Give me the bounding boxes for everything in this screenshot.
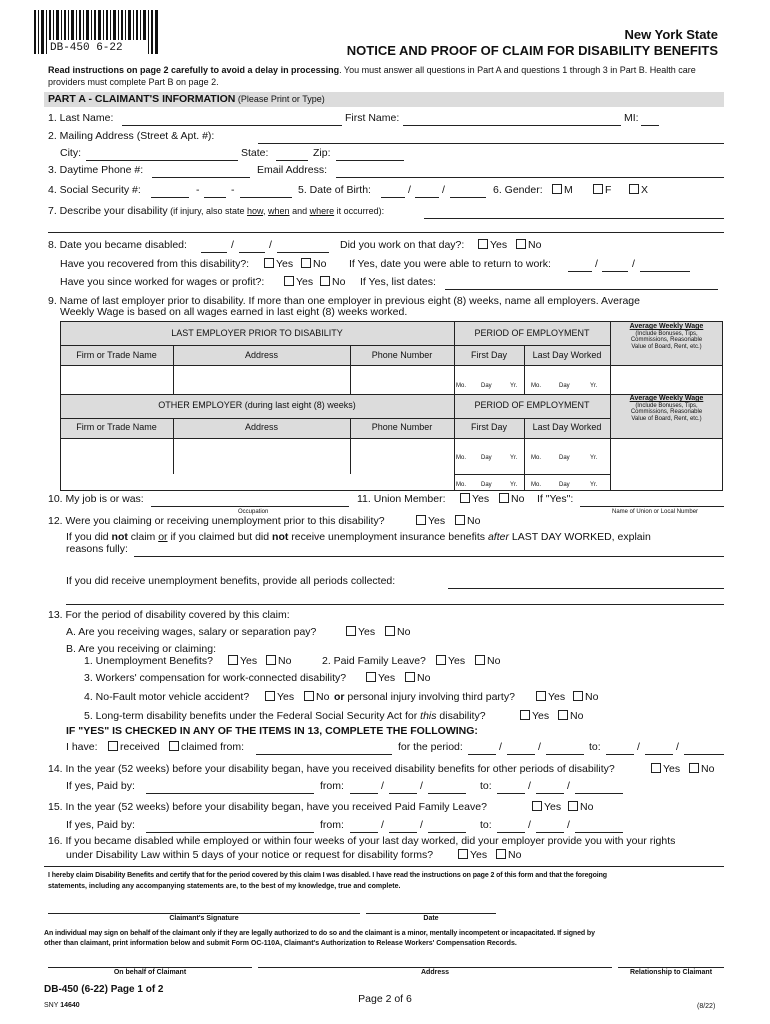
checkbox[interactable]: [169, 741, 179, 751]
day-label: Day: [559, 383, 570, 389]
phone-header: Phone Number: [371, 350, 433, 360]
last-name-label: 1. Last Name:: [48, 112, 114, 124]
q16-line2: under Disability Law within 5 days of your notice or request for disability forms?: [66, 849, 434, 861]
recovered-label: Have you recovered from this disability?:: [60, 258, 250, 270]
q13b2-label: 2. Paid Family Leave?: [322, 655, 426, 667]
q13b4-third-party-label: or personal injury involving third party?: [334, 691, 515, 703]
gender-f[interactable]: F: [593, 184, 611, 197]
mo-label: Mo.: [456, 482, 467, 488]
yr-label: Yr.: [590, 455, 598, 461]
relationship-caption: Relationship to Claimant: [629, 969, 713, 976]
zip-label: Zip:: [313, 147, 331, 159]
period-to-year[interactable]: [684, 754, 724, 755]
period-from-day[interactable]: [507, 754, 535, 755]
q15-yes[interactable]: Yes: [532, 801, 561, 814]
slash: /: [676, 741, 679, 753]
first-name-field[interactable]: [403, 125, 621, 126]
checkbox[interactable]: [284, 276, 294, 286]
checkbox[interactable]: [532, 801, 542, 811]
yr-label: Yr.: [510, 383, 518, 389]
checkbox[interactable]: [304, 691, 314, 701]
yr-label: Yr.: [590, 383, 598, 389]
checkbox[interactable]: [593, 184, 603, 194]
q13b-label: B. Are you receiving or claiming:: [66, 643, 216, 655]
address-header: Address: [244, 350, 279, 360]
q13-label: 13. For the period of disability covered by this claim:: [48, 609, 290, 621]
q13b3-yes[interactable]: Yes: [366, 672, 395, 685]
checkbox[interactable]: [516, 239, 526, 249]
firm-header: Firm or Trade Name: [76, 422, 157, 432]
slash: /: [231, 239, 234, 251]
checkbox[interactable]: [436, 655, 446, 665]
checkbox[interactable]: [264, 258, 274, 268]
q13b4b-no[interactable]: No: [573, 691, 598, 704]
checkbox[interactable]: [301, 258, 311, 268]
period-to-label: to:: [589, 741, 601, 753]
q14-to-label: to:: [480, 780, 492, 792]
dob-month[interactable]: [381, 197, 405, 198]
state-title: New York State: [624, 27, 718, 42]
unemployment-no[interactable]: No: [455, 515, 480, 528]
union-name-field[interactable]: [580, 506, 724, 507]
q13b5-label: 5. Long-term disability benefits under the Federal Social Security Act for this disability?: [84, 710, 486, 722]
date-disabled-label: 8. Date you became disabled:: [48, 239, 187, 251]
intro-line2: providers must complete Part B on page 2.: [48, 77, 219, 87]
behalf-name-field[interactable]: [48, 967, 252, 968]
checkbox[interactable]: [458, 849, 468, 859]
checkbox[interactable]: [346, 626, 356, 636]
checkbox[interactable]: [499, 493, 509, 503]
slash: /: [420, 780, 423, 792]
q15-to-day[interactable]: [536, 832, 564, 833]
dob-year[interactable]: [450, 197, 486, 198]
address-header: Address: [244, 422, 279, 432]
first-day-header: First Day: [471, 422, 507, 432]
checkbox[interactable]: [320, 276, 330, 286]
slash: /: [420, 819, 423, 831]
worked-since-no[interactable]: No: [320, 276, 345, 289]
slash: /: [528, 819, 531, 831]
signature-caption: Claimant's Signature: [169, 915, 239, 922]
q15-no[interactable]: No: [568, 801, 593, 814]
q13b5-no[interactable]: No: [558, 710, 583, 723]
checkbox[interactable]: [689, 763, 699, 773]
work-that-day-no[interactable]: No: [516, 239, 541, 252]
mailing-address-field[interactable]: [258, 143, 724, 144]
date-disabled-month[interactable]: [201, 252, 227, 253]
mo-label: Mo.: [531, 455, 542, 461]
address-caption: Address: [420, 969, 449, 976]
page-title: NOTICE AND PROOF OF CLAIM FOR DISABILITY BENEFITS: [346, 43, 718, 58]
sny-label: SNY 14640: [44, 1002, 80, 1009]
q15-from-year[interactable]: [428, 832, 466, 833]
q14-paid-field[interactable]: [146, 793, 314, 794]
union-caption: Name of Union or Local Number: [612, 509, 699, 515]
union-yes[interactable]: Yes: [460, 493, 489, 506]
job-field[interactable]: [151, 506, 349, 507]
last-day-header: Last Day Worked: [532, 350, 602, 360]
mi-label: MI:: [624, 112, 639, 124]
behalf-line1: An individual may sign on behalf of the claimant only if they are legally authorized to do so and the claimant is a minor, mentally incompetent or incapacitated. If signed by: [44, 930, 595, 937]
q13b4b-yes[interactable]: Yes: [536, 691, 565, 704]
checkbox[interactable]: [496, 849, 506, 859]
city-field[interactable]: [86, 160, 238, 161]
union-label: 11. Union Member:: [357, 493, 446, 505]
describe-disability-field[interactable]: [424, 218, 724, 219]
last-day-header: Last Day Worked: [532, 422, 602, 432]
form-code: DB-450 6-22: [50, 42, 123, 54]
checkbox[interactable]: [385, 626, 395, 636]
zip-field[interactable]: [336, 160, 404, 161]
union-ifyes-label: If "Yes":: [537, 493, 574, 505]
q12-periods-field[interactable]: [448, 588, 724, 589]
q16-yes[interactable]: Yes: [458, 849, 487, 862]
checkbox[interactable]: [265, 691, 275, 701]
list-dates-label: If Yes, list dates:: [360, 276, 436, 288]
q14-label: 14. In the year (52 weeks) before your disability began, have you received disability benefits for other periods of disability?: [48, 763, 615, 775]
q15-from-month[interactable]: [350, 832, 378, 833]
form-page-label: DB-450 (6-22) Page 1 of 2: [44, 984, 164, 995]
mo-label: Mo.: [531, 482, 542, 488]
dob-slash: /: [408, 184, 411, 196]
q13-ifyes-heading: IF "YES" IS CHECKED IN ANY OF THE ITEMS IN 13, COMPLETE THE FOLLOWING:: [66, 725, 478, 737]
checkbox[interactable]: [266, 655, 276, 665]
slash: /: [499, 741, 502, 753]
day-label: Day: [481, 455, 492, 461]
q16-no[interactable]: No: [496, 849, 521, 862]
q13b4-no[interactable]: No: [304, 691, 329, 704]
q13b1-yes[interactable]: Yes: [228, 655, 257, 668]
claimed-from-field[interactable]: [256, 754, 392, 755]
period-to-month[interactable]: [606, 754, 634, 755]
period-header: PERIOD OF EMPLOYMENT: [474, 328, 590, 338]
q14-from-label: from:: [320, 780, 344, 792]
q13b2-no[interactable]: No: [475, 655, 500, 668]
ssn-part1[interactable]: [151, 197, 189, 198]
q13b3-label: 3. Workers' compensation for work-connected disability?: [84, 672, 347, 684]
q12-periods-label: If you did receive unemployment benefits, provide all periods collected:: [66, 575, 396, 587]
q9-line2: Weekly Wage is based on all wages earned in last eight (8) weeks worked.: [60, 306, 408, 318]
slash: /: [637, 741, 640, 753]
q13b4-yes[interactable]: Yes: [265, 691, 294, 704]
slash: /: [381, 780, 384, 792]
union-no[interactable]: No: [499, 493, 524, 506]
first-name-label: First Name:: [345, 112, 400, 124]
day-label: Day: [559, 455, 570, 461]
q12-reasons-label: reasons fully:: [66, 543, 128, 555]
ssn-dash: -: [231, 184, 235, 196]
state-label: State:: [241, 147, 269, 159]
ssn-part2[interactable]: [204, 197, 226, 198]
behalf-address-field[interactable]: [258, 967, 612, 968]
cert-line1: I hereby claim Disability Benefits and certify that for the period covered by this claim I was disabled. I have read the instructions on page 2 of this form and that the foregoing: [48, 872, 607, 879]
city-label: City:: [60, 147, 81, 159]
period-from-month[interactable]: [468, 754, 496, 755]
checkbox[interactable]: [520, 710, 530, 720]
last-name-field[interactable]: [122, 125, 342, 126]
return-date-label: If Yes, date you were able to return to work:: [349, 258, 551, 270]
part-a-title: PART A - CLAIMANT'S INFORMATION (Please Print or Type): [48, 93, 325, 105]
q13b1-label: 1. Unemployment Benefits?: [84, 655, 213, 667]
checkbox[interactable]: [416, 515, 426, 525]
period-header: PERIOD OF EMPLOYMENT: [474, 400, 590, 410]
q14-from-month[interactable]: [350, 793, 378, 794]
q14-yes[interactable]: Yes: [651, 763, 680, 776]
dob-label: 5. Date of Birth:: [298, 184, 371, 196]
slash: /: [381, 819, 384, 831]
gender-label: 6. Gender:: [493, 184, 543, 196]
q14-no[interactable]: No: [689, 763, 714, 776]
list-dates-field[interactable]: [445, 289, 718, 290]
q13a-label: A. Are you receiving wages, salary or separation pay?: [66, 626, 317, 638]
date-field[interactable]: [366, 913, 496, 914]
checkbox[interactable]: [460, 493, 470, 503]
behalf-relationship-field[interactable]: [618, 967, 724, 968]
period-from-year[interactable]: [546, 754, 584, 755]
q13a-yes[interactable]: Yes: [346, 626, 375, 639]
yr-label: Yr.: [590, 482, 598, 488]
q12-periods-field-2[interactable]: [66, 604, 724, 605]
avg-wage-header: Average Weekly Wage (Include Bonuses, Tips, Commissions, Reasonable Value of Board, Rent, etc.): [629, 395, 704, 422]
q15-from-label: from:: [320, 819, 344, 831]
worked-since-yes[interactable]: Yes: [284, 276, 313, 289]
ssn-label: 4. Social Security #:: [48, 184, 141, 196]
gender-m[interactable]: M: [552, 184, 573, 197]
page-number: Page 2 of 6: [358, 993, 412, 1005]
q15-paid-field[interactable]: [146, 832, 314, 833]
q13b5-yes[interactable]: Yes: [520, 710, 549, 723]
slash: /: [595, 258, 598, 270]
date-caption: Date: [423, 915, 439, 922]
q13a-no[interactable]: No: [385, 626, 410, 639]
checkbox[interactable]: [558, 710, 568, 720]
mailing-address-label: 2. Mailing Address (Street & Apt. #):: [48, 130, 215, 142]
checkbox[interactable]: [552, 184, 562, 194]
mi-field[interactable]: [641, 125, 659, 126]
recovered-yes[interactable]: Yes: [264, 258, 293, 271]
work-that-day-label: Did you work on that day?:: [340, 239, 465, 251]
q12-label: 12. Were you claiming or receiving unemployment prior to this disability?: [48, 515, 385, 527]
date-disabled-day[interactable]: [239, 252, 265, 253]
phone-label: 3. Daytime Phone #:: [48, 164, 144, 176]
return-year[interactable]: [640, 271, 690, 272]
state-field[interactable]: [276, 160, 308, 161]
q15-from-day[interactable]: [389, 832, 417, 833]
mo-label: Mo.: [456, 455, 467, 461]
phone-header: Phone Number: [371, 422, 433, 432]
occupation-caption: Occupation: [238, 509, 269, 515]
firm-header: Firm or Trade Name: [76, 350, 157, 360]
received-checkbox[interactable]: received: [108, 741, 160, 754]
checkbox[interactable]: [228, 655, 238, 665]
q15-to-year[interactable]: [575, 832, 623, 833]
revision-date: (8/22): [697, 1003, 716, 1010]
job-label: 10. My job is or was:: [48, 493, 144, 505]
day-label: Day: [481, 482, 492, 488]
checkbox[interactable]: [536, 691, 546, 701]
checkbox[interactable]: [455, 515, 465, 525]
q14-from-day[interactable]: [389, 793, 417, 794]
day-label: Day: [481, 383, 492, 389]
q14-to-month[interactable]: [497, 793, 525, 794]
ssn-part3[interactable]: [240, 197, 292, 198]
q15-label: 15. In the year (52 weeks) before your disability began, have you received Paid Family Leave?: [48, 801, 487, 813]
q15-to-label: to:: [480, 819, 492, 831]
checkbox[interactable]: [651, 763, 661, 773]
behalf-caption: On behalf of Claimant: [113, 969, 187, 976]
unemployment-yes[interactable]: Yes: [416, 515, 445, 528]
signature-field[interactable]: [48, 913, 360, 914]
q15-paid-label: If yes, Paid by:: [66, 819, 135, 831]
other-employer-header: OTHER EMPLOYER (during last eight (8) weeks): [158, 400, 356, 410]
slash: /: [538, 741, 541, 753]
ssn-dash: -: [196, 184, 200, 196]
checkbox[interactable]: [475, 655, 485, 665]
checkbox[interactable]: [366, 672, 376, 682]
date-disabled-year[interactable]: [277, 252, 329, 253]
q9-line1: 9. Name of last employer prior to disability. If more than one employer in previous eight (8) weeks, name all employers. Average: [48, 295, 640, 307]
first-day-header: First Day: [471, 350, 507, 360]
recovered-no[interactable]: No: [301, 258, 326, 271]
dob-day[interactable]: [415, 197, 439, 198]
period-to-day[interactable]: [645, 754, 673, 755]
q13b3-no[interactable]: No: [405, 672, 430, 685]
slash: /: [632, 258, 635, 270]
return-month[interactable]: [568, 271, 592, 272]
slash: /: [567, 819, 570, 831]
mo-label: Mo.: [456, 383, 467, 389]
behalf-line2: other than claimant, print information below and submit Form OC-110A, Claimant's Authorization to Release Workers' Compensation Records.: [44, 940, 517, 947]
gender-x[interactable]: X: [629, 184, 648, 197]
q13b4-label: 4. No-Fault motor vehicle accident?: [84, 691, 250, 703]
checkbox[interactable]: [573, 691, 583, 701]
q13b1-no[interactable]: No: [266, 655, 291, 668]
q16-line1: 16. If you became disabled while employed or within four weeks of your last day worked, did your employer provide you with your rights: [48, 835, 676, 847]
cert-line2: statements, including any accompanying statements are, to the best of my knowledge, true and complete.: [48, 883, 401, 890]
q12-reasons-field[interactable]: [134, 556, 724, 557]
i-have-label: I have:: [66, 741, 98, 753]
describe-disability-label: 7. Describe your disability (if injury, also state how, when and where it occurred):: [48, 205, 385, 217]
slash: /: [269, 239, 272, 251]
email-field[interactable]: [336, 177, 724, 178]
email-label: Email Address:: [257, 164, 328, 176]
yr-label: Yr.: [510, 482, 518, 488]
q13b2-yes[interactable]: Yes: [436, 655, 465, 668]
q12-explain: If you did not claim or if you claimed but did not receive unemployment insurance benefits after LAST DAY WORKED, explain: [66, 531, 651, 543]
worked-since-label: Have you since worked for wages or profit?:: [60, 276, 265, 288]
avg-wage-header: Average Weekly Wage (Include Bonuses, Tips, Commissions, Reasonable Value of Board, Rent, etc.): [629, 323, 704, 350]
checkbox[interactable]: [568, 801, 578, 811]
mo-label: Mo.: [531, 383, 542, 389]
dob-slash: /: [442, 184, 445, 196]
q14-to-day[interactable]: [536, 793, 564, 794]
phone-field[interactable]: [152, 177, 250, 178]
slash: /: [567, 780, 570, 792]
checkbox[interactable]: [478, 239, 488, 249]
checkbox[interactable]: [405, 672, 415, 682]
checkbox[interactable]: [629, 184, 639, 194]
day-label: Day: [559, 482, 570, 488]
intro-line1: Read instructions on page 2 carefully to avoid a delay in processing. You must answer all questions in Part A and questions 1 through 3 in Part B. Health care: [48, 65, 696, 75]
q15-to-month[interactable]: [497, 832, 525, 833]
q14-to-year[interactable]: [575, 793, 623, 794]
checkbox[interactable]: [108, 741, 118, 751]
slash: /: [528, 780, 531, 792]
claimed-checkbox[interactable]: claimed from:: [169, 741, 244, 754]
last-employer-header: LAST EMPLOYER PRIOR TO DISABILITY: [171, 328, 343, 338]
q14-from-year[interactable]: [428, 793, 466, 794]
work-that-day-yes[interactable]: Yes: [478, 239, 507, 252]
yr-label: Yr.: [510, 455, 518, 461]
return-day[interactable]: [602, 271, 628, 272]
q14-paid-label: If yes, Paid by:: [66, 780, 135, 792]
for-period-label: for the period:: [398, 741, 463, 753]
describe-disability-field-2[interactable]: [48, 232, 724, 233]
